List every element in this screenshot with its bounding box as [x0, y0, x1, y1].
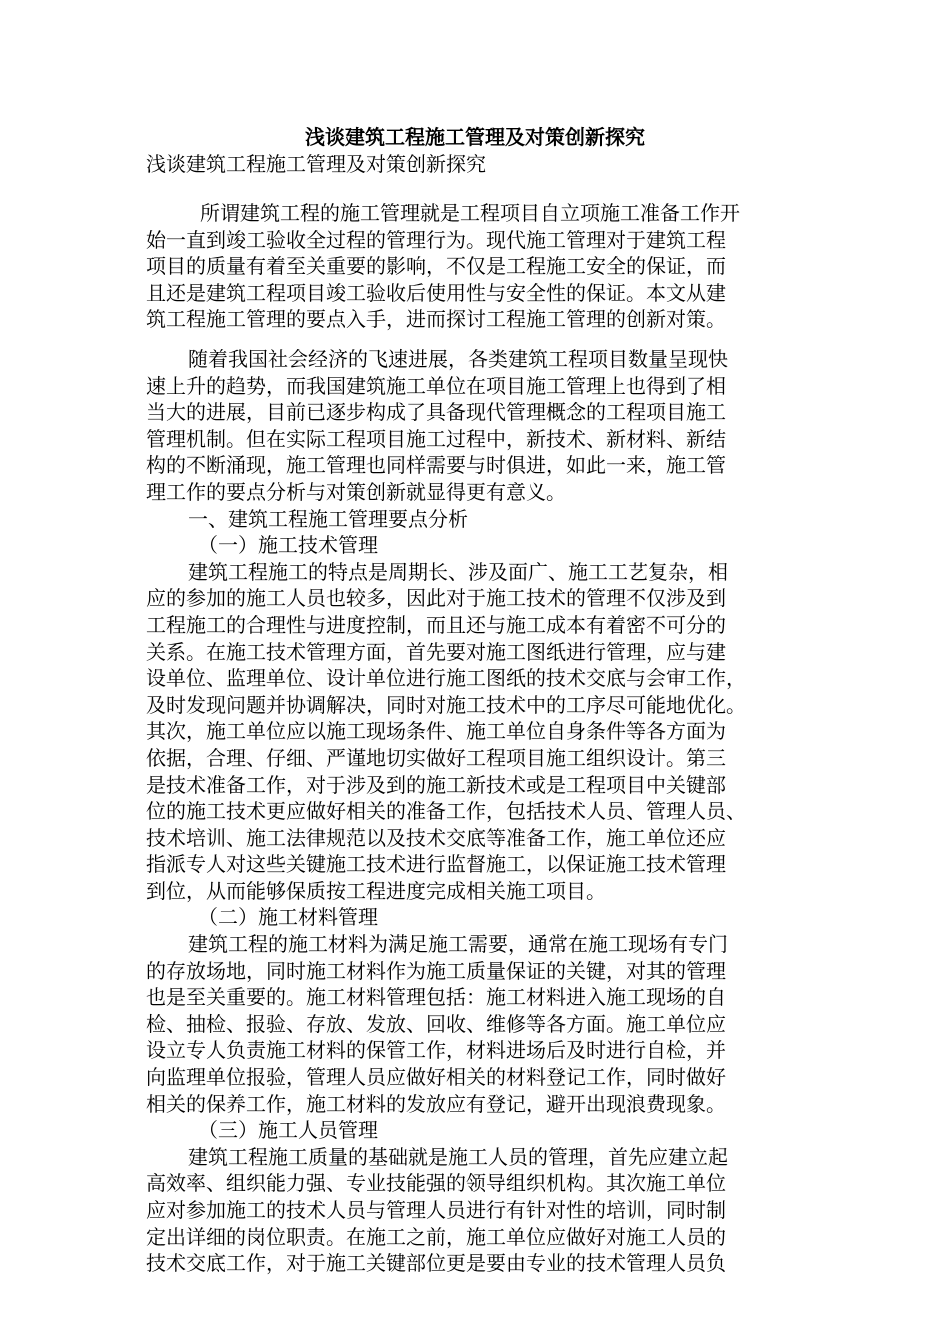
intro-line: 管理机制。但在实际工程项目施工过程中，新技术、新材料、新结 — [146, 426, 726, 451]
subsection-heading: （三）施工人员管理 — [198, 1118, 378, 1143]
subsection-heading: （二）施工材料管理 — [198, 905, 378, 930]
sub1-line: 指派专人对这些关键施工技术进行监督施工，以保证施工技术管理 — [146, 852, 726, 877]
abstract-line: 筑工程施工管理的要点入手，进而探讨工程施工管理的创新对策。 — [146, 307, 726, 332]
sub2-line: 的存放场地，同时施工材料作为施工质量保证的关键，对其的管理 — [146, 958, 726, 983]
sub3-line: 定出详细的岗位职责。在施工之前，施工单位应做好对施工人员的 — [146, 1224, 726, 1249]
sub3-line: 建筑工程施工质量的基础就是施工人员的管理，首先应建立起 — [188, 1144, 728, 1169]
intro-line: 随着我国社会经济的飞速进展，各类建筑工程项目数量呈现快 — [188, 347, 728, 371]
sub1-line: 应的参加的施工人员也较多，因此对于施工技术的管理不仅涉及到 — [146, 586, 726, 611]
sub2-line: 检、抽检、报验、存放、发放、回收、维修等各方面。施工单位应 — [146, 1011, 726, 1036]
abstract-line: 且还是建筑工程项目竣工验收后使用性与安全性的保证。本文从建 — [146, 280, 726, 305]
document-title: 浅谈建筑工程施工管理及对策创新探究 — [305, 125, 645, 149]
section-heading: 一、建筑工程施工管理要点分析 — [188, 506, 468, 531]
sub1-line: 工程施工的合理性与进度控制，而且还与施工成本有着密不可分的 — [146, 612, 726, 637]
sub1-line: 依据，合理、仔细、严谨地切实做好工程项目施工组织设计。第三 — [146, 745, 726, 770]
intro-line: 速上升的趋势，而我国建筑施工单位在项目施工管理上也得到了相 — [146, 373, 726, 398]
sub1-line: 关系。在施工技术管理方面，首先要对施工图纸进行管理，应与建 — [146, 639, 726, 664]
sub2-line: 向监理单位报验，管理人员应做好相关的材料登记工作，同时做好 — [146, 1065, 726, 1090]
sub1-line: 及时发现问题并协调解决，同时对施工技术中的工序尽可能地优化。 — [146, 692, 746, 717]
abstract-line: 项目的质量有着至关重要的影响，不仅是工程施工安全的保证，而 — [146, 254, 726, 279]
sub1-line: 到位，从而能够保质按工程进度完成相关施工项目。 — [146, 878, 606, 903]
intro-line: 构的不断涌现，施工管理也同样需要与时俱进，如此一来，施工管 — [146, 453, 726, 478]
sub1-line: 建筑工程施工的特点是周期长、涉及面广、施工工艺复杂，相 — [188, 559, 728, 584]
abstract-paragraph — [146, 200, 806, 333]
intro-line: 理工作的要点分析与对策创新就显得更有意义。 — [146, 479, 566, 504]
abstract-line: 始一直到竣工验收全过程的管理行为。现代施工管理对于建筑工程 — [146, 227, 726, 252]
sub1-line: 是技术准备工作，对于涉及到的施工新技术或是工程项目中关键部 — [146, 772, 726, 797]
document-subtitle: 浅谈建筑工程施工管理及对策创新探究 — [146, 152, 486, 176]
subsection-heading: （一）施工技术管理 — [198, 533, 378, 558]
sub2-line: 建筑工程的施工材料为满足施工需要，通常在施工现场有专门 — [188, 932, 728, 957]
abstract-line: 所谓建筑工程的施工管理就是工程项目自立项施工准备工作开 — [200, 201, 740, 225]
intro-paragraph — [146, 346, 806, 1277]
sub3-line: 应对参加施工的技术人员与管理人员进行有针对性的培训，同时制 — [146, 1198, 726, 1222]
sub1-line: 位的施工技术更应做好相关的准备工作，包括技术人员、管理人员、 — [146, 799, 746, 824]
sub2-line: 相关的保养工作，施工材料的发放应有登记，避开出现浪费现象。 — [146, 1091, 726, 1116]
sub2-line: 设立专人负责施工材料的保管工作，材料进场后及时进行自检，并 — [146, 1038, 726, 1063]
sub1-line: 其次，施工单位应以施工现场条件、施工单位自身条件等各方面为 — [146, 719, 726, 744]
sub3-line: 高效率、组织能力强、专业技能强的领导组织机构。其次施工单位 — [146, 1171, 726, 1196]
sub3-line: 技术交底工作，对于施工关键部位更是要由专业的技术管理人员负 — [146, 1251, 726, 1276]
intro-line: 当大的进展，目前已逐步构成了具备现代管理概念的工程项目施工 — [146, 400, 726, 425]
sub1-line: 技术培训、施工法律规范以及技术交底等准备工作，施工单位还应 — [146, 825, 726, 850]
sub2-line: 也是至关重要的。施工材料管理包括：施工材料进入施工现场的自 — [146, 985, 726, 1010]
sub1-line: 设单位、监理单位、设计单位进行施工图纸的技术交底与会审工作， — [146, 666, 746, 691]
